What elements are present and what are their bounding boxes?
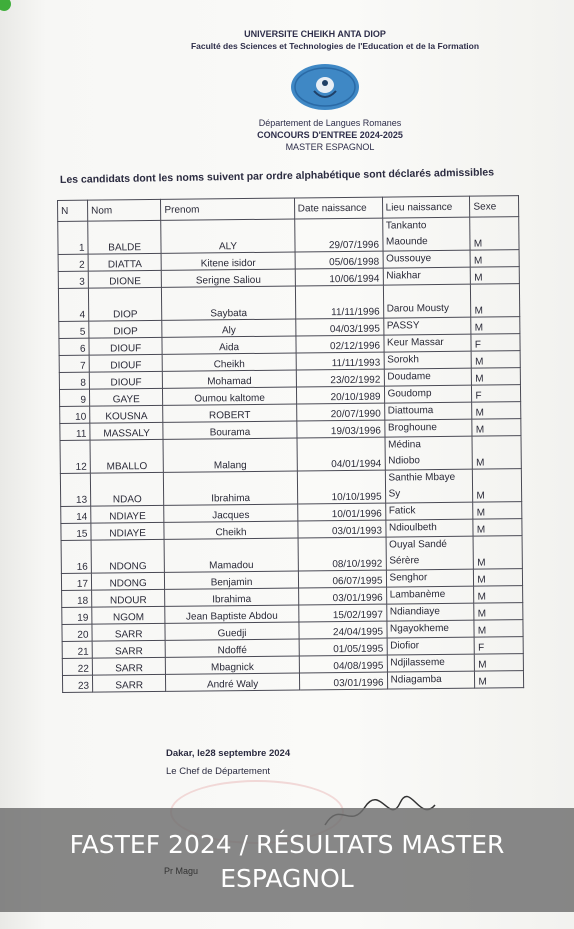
results-table-container	[57, 195, 524, 693]
cell-date: 08/10/1992	[298, 537, 386, 571]
footer-date: Dakar, le28 septembre 2024	[166, 748, 291, 759]
cell-sexe: M	[473, 469, 522, 503]
cell-lieu	[386, 536, 474, 570]
cell-lieu	[384, 368, 472, 386]
caption-line-2: ESPAGNOL	[220, 864, 354, 893]
cell-prenom: Aly	[162, 319, 295, 337]
cell-prenom: Ibrahima	[165, 588, 298, 606]
cell-sexe: M	[470, 250, 519, 268]
column-header-prenom: Prenom	[161, 198, 295, 220]
table-row	[60, 436, 521, 474]
lieu-line: Keur Massar	[386, 336, 444, 349]
cell-lieu	[383, 267, 471, 285]
cell-date: 10/10/1995	[297, 470, 385, 504]
intro-text: Les candidats dont les noms suivent par ordre alphabétique sont déclarés admissibles	[59, 166, 495, 186]
cell-date: 03/01/1996	[298, 587, 386, 605]
university-logo-icon	[290, 63, 360, 111]
cell-date: 02/12/1996	[296, 335, 384, 353]
footer-chef: Le Chef de Département	[166, 766, 271, 777]
cell-lieu	[383, 334, 471, 352]
cell-prenom: Ndoffé	[165, 639, 298, 657]
cell-lieu	[383, 317, 471, 335]
cell-sexe: M	[472, 436, 521, 470]
cell-prenom: ROBERT	[163, 404, 296, 422]
cell-nom: DIOUF	[89, 337, 163, 355]
lieu-line: Fatick	[388, 505, 416, 517]
cell-n: 9	[59, 389, 89, 406]
cell-sexe: M	[472, 368, 521, 386]
cell-lieu	[384, 351, 472, 369]
column-header-nom: Nom	[87, 199, 161, 221]
cell-sexe: F	[474, 637, 523, 655]
column-header-date: Date naissance	[294, 197, 382, 219]
cell-sexe: M	[473, 502, 522, 520]
cell-nom: MASSALY	[90, 422, 164, 440]
cell-date: 04/08/1995	[299, 655, 387, 673]
cell-lieu	[387, 671, 475, 689]
cell-sexe: M	[471, 267, 520, 285]
table-row	[61, 536, 522, 574]
cell-nom: NDIAYE	[91, 505, 165, 523]
cell-date: 11/11/1996	[295, 285, 383, 319]
cell-prenom: Cheikh	[162, 353, 295, 371]
signatory-name: Pr Magu	[164, 866, 199, 876]
cell-nom: NDONG	[91, 539, 165, 573]
cell-nom: DIONE	[88, 270, 162, 288]
cell-date: 10/06/1994	[295, 268, 383, 286]
cell-n: 6	[59, 338, 89, 355]
cell-lieu	[384, 402, 472, 420]
cell-prenom: Mamadou	[164, 538, 298, 572]
cell-n: 5	[59, 321, 89, 338]
cell-lieu	[386, 586, 474, 604]
cell-prenom: André Waly	[166, 673, 299, 691]
cell-nom: DIOUF	[89, 354, 163, 372]
cell-prenom: Kitene isidor	[161, 252, 294, 270]
cell-lieu	[387, 637, 475, 655]
cell-n: 12	[60, 440, 90, 473]
cell-lieu	[385, 436, 473, 470]
column-header-sexe: Sexe	[470, 196, 519, 218]
cell-sexe: M	[472, 402, 521, 420]
cell-n: 8	[59, 372, 89, 389]
cell-lieu	[387, 654, 475, 672]
cell-n: 3	[58, 271, 88, 288]
lieu-line: Oussouye	[386, 253, 432, 265]
cell-n: 7	[59, 355, 89, 372]
program-title: MASTER ESPAGNOL	[285, 142, 375, 152]
cell-date: 03/01/1996	[299, 672, 387, 690]
cell-prenom: Jacques	[164, 504, 297, 522]
department-name: Département de Langues Romanes	[258, 118, 402, 128]
cell-date: 24/04/1995	[299, 621, 387, 639]
cell-sexe: M	[470, 217, 519, 251]
cell-date: 01/05/1995	[299, 638, 387, 656]
cell-lieu	[385, 502, 473, 520]
lieu-line: Niakhar	[386, 270, 421, 282]
lieu-line: Senghor	[389, 572, 428, 584]
cell-prenom: Jean Baptiste Abdou	[165, 605, 298, 623]
cell-n: 17	[61, 573, 91, 590]
cell-n: 16	[61, 540, 91, 573]
cell-nom: MBALLO	[90, 439, 164, 473]
cell-prenom: Aida	[162, 336, 295, 354]
cell-prenom: Serigne Saliou	[162, 269, 295, 287]
cell-nom: GAYE	[89, 388, 163, 406]
cell-sexe: M	[473, 536, 522, 570]
lieu-line: Diofior	[390, 640, 420, 652]
cell-lieu	[384, 385, 472, 403]
university-name: UNIVERSITE CHEIKH ANTA DIOP	[244, 29, 386, 39]
cell-prenom: Bourama	[163, 421, 296, 439]
lieu-line: Ndioulbeth	[388, 522, 437, 534]
cell-n: 10	[60, 406, 90, 423]
cell-n: 14	[61, 506, 91, 523]
cell-date: 04/01/1994	[297, 437, 385, 471]
cell-sexe: M	[471, 317, 520, 335]
cell-lieu	[385, 519, 473, 537]
cell-prenom: Cheikh	[164, 521, 297, 539]
lieu-line: Sy	[388, 488, 401, 500]
lieu-line: Ndiagamba	[390, 673, 442, 686]
lieu-line: Ndjilasseme	[390, 656, 445, 669]
cell-nom: SARR	[92, 674, 166, 692]
table-row	[58, 217, 519, 255]
cell-date: 11/11/1993	[296, 352, 384, 370]
cell-lieu	[383, 250, 471, 268]
cell-sexe: M	[473, 519, 522, 537]
cell-n: 23	[62, 675, 92, 692]
cell-n: 1	[58, 221, 88, 254]
results-table	[57, 195, 524, 693]
caption-line-1: FASTEF 2024 / RÉSULTATS MASTER	[69, 830, 505, 859]
cell-nom: NDAO	[90, 472, 164, 506]
cell-prenom: Benjamin	[165, 571, 298, 589]
lieu-line: Sorokh	[387, 354, 419, 366]
cell-nom: NGOM	[92, 606, 166, 624]
cell-nom: NDONG	[91, 572, 165, 590]
cell-lieu	[385, 469, 473, 503]
cell-prenom: Guedji	[165, 622, 298, 640]
cell-n: 20	[62, 624, 92, 641]
lieu-line: Broghoune	[387, 422, 437, 434]
lieu-line: Goudomp	[387, 388, 432, 400]
lieu-line: Maounde	[385, 236, 428, 248]
lieu-line: Lambanème	[389, 588, 446, 601]
cell-nom: NDIAYE	[91, 522, 165, 540]
cell-date: 06/07/1995	[298, 570, 386, 588]
cell-nom: KOUSNA	[90, 405, 164, 423]
lieu-line: Sérère	[389, 555, 420, 567]
cell-prenom: Oumou kaltome	[163, 387, 296, 405]
cell-date: 05/06/1998	[295, 251, 383, 269]
cell-n: 22	[62, 658, 92, 675]
cell-sexe: M	[474, 586, 523, 604]
column-header-n: N	[58, 200, 88, 221]
table-row	[58, 284, 519, 322]
cell-nom: NDOUR	[92, 589, 166, 607]
cell-nom: DIOP	[89, 320, 163, 338]
cell-date: 20/07/1990	[296, 403, 384, 421]
cell-nom: SARR	[92, 640, 166, 658]
cell-sexe: F	[472, 385, 521, 403]
cell-lieu	[386, 603, 474, 621]
cell-date: 29/07/1996	[294, 218, 382, 252]
cell-lieu	[386, 569, 474, 587]
cell-n: 2	[58, 254, 88, 271]
cell-date: 03/01/1993	[298, 520, 386, 538]
lieu-line: Ouyal Sandé	[389, 538, 448, 551]
cell-prenom: Mbagnick	[166, 656, 299, 674]
cell-nom: SARR	[92, 623, 166, 641]
cell-prenom: Mohamad	[163, 370, 296, 388]
cell-sexe: M	[472, 419, 521, 437]
cell-nom: SARR	[92, 657, 166, 675]
cell-sexe: M	[474, 603, 523, 621]
cell-lieu	[383, 284, 471, 318]
lieu-line: Ndiobo	[388, 455, 421, 467]
cell-sexe: M	[471, 351, 520, 369]
lieu-line: PASSY	[386, 320, 420, 332]
cell-date: 10/01/1996	[297, 503, 385, 521]
cell-sexe: M	[474, 620, 523, 638]
cell-n: 19	[62, 607, 92, 624]
lieu-line: Santhie Mbaye	[388, 471, 456, 484]
lieu-line: Ngayokheme	[389, 622, 450, 635]
cell-date: 15/02/1997	[298, 604, 386, 622]
cell-lieu	[384, 419, 472, 437]
cell-nom: DIATTA	[88, 253, 162, 271]
cell-prenom: Saybata	[162, 286, 296, 320]
lieu-line: Médina	[388, 439, 421, 451]
cell-sexe: F	[471, 334, 520, 352]
cell-n: 13	[60, 473, 90, 506]
cell-prenom: Ibrahima	[164, 471, 298, 505]
cell-nom: DIOP	[88, 287, 162, 321]
cell-n: 15	[61, 523, 91, 540]
cell-sexe: M	[475, 671, 524, 689]
cell-date: 04/03/1995	[295, 318, 383, 336]
cell-lieu	[386, 620, 474, 638]
lieu-line: Doudame	[387, 371, 431, 383]
cell-n: 11	[60, 423, 90, 440]
faculty-name: Faculté des Sciences et Technologies de l'Education et de la Formation	[190, 41, 480, 51]
cell-lieu	[382, 217, 470, 251]
column-header-lieu: Lieu naissance	[382, 196, 470, 218]
table-row	[60, 469, 521, 507]
cell-n: 4	[58, 288, 88, 321]
cell-prenom: ALY	[161, 219, 295, 253]
cell-n: 18	[62, 590, 92, 607]
cell-nom: BALDE	[88, 220, 162, 254]
cell-sexe: M	[474, 569, 523, 587]
caption-text	[0, 828, 574, 896]
concours-title: CONCOURS D'ENTREE 2024-2025	[257, 130, 403, 140]
lieu-line: Ndiandiaye	[389, 606, 440, 618]
lieu-line: Diattouma	[387, 405, 434, 417]
cell-date: 20/10/1989	[296, 386, 384, 404]
table-body	[58, 217, 524, 693]
cell-sexe: M	[475, 654, 524, 672]
cell-nom: DIOUF	[89, 371, 163, 389]
cell-n: 21	[62, 641, 92, 658]
cell-sexe: M	[471, 284, 520, 318]
cell-date: 19/03/1996	[296, 420, 384, 438]
lieu-line: Darou Mousty	[386, 302, 449, 315]
lieu-line: Tankanto	[385, 220, 427, 232]
cell-date: 23/02/1992	[296, 369, 384, 387]
cell-prenom: Malang	[163, 438, 297, 472]
